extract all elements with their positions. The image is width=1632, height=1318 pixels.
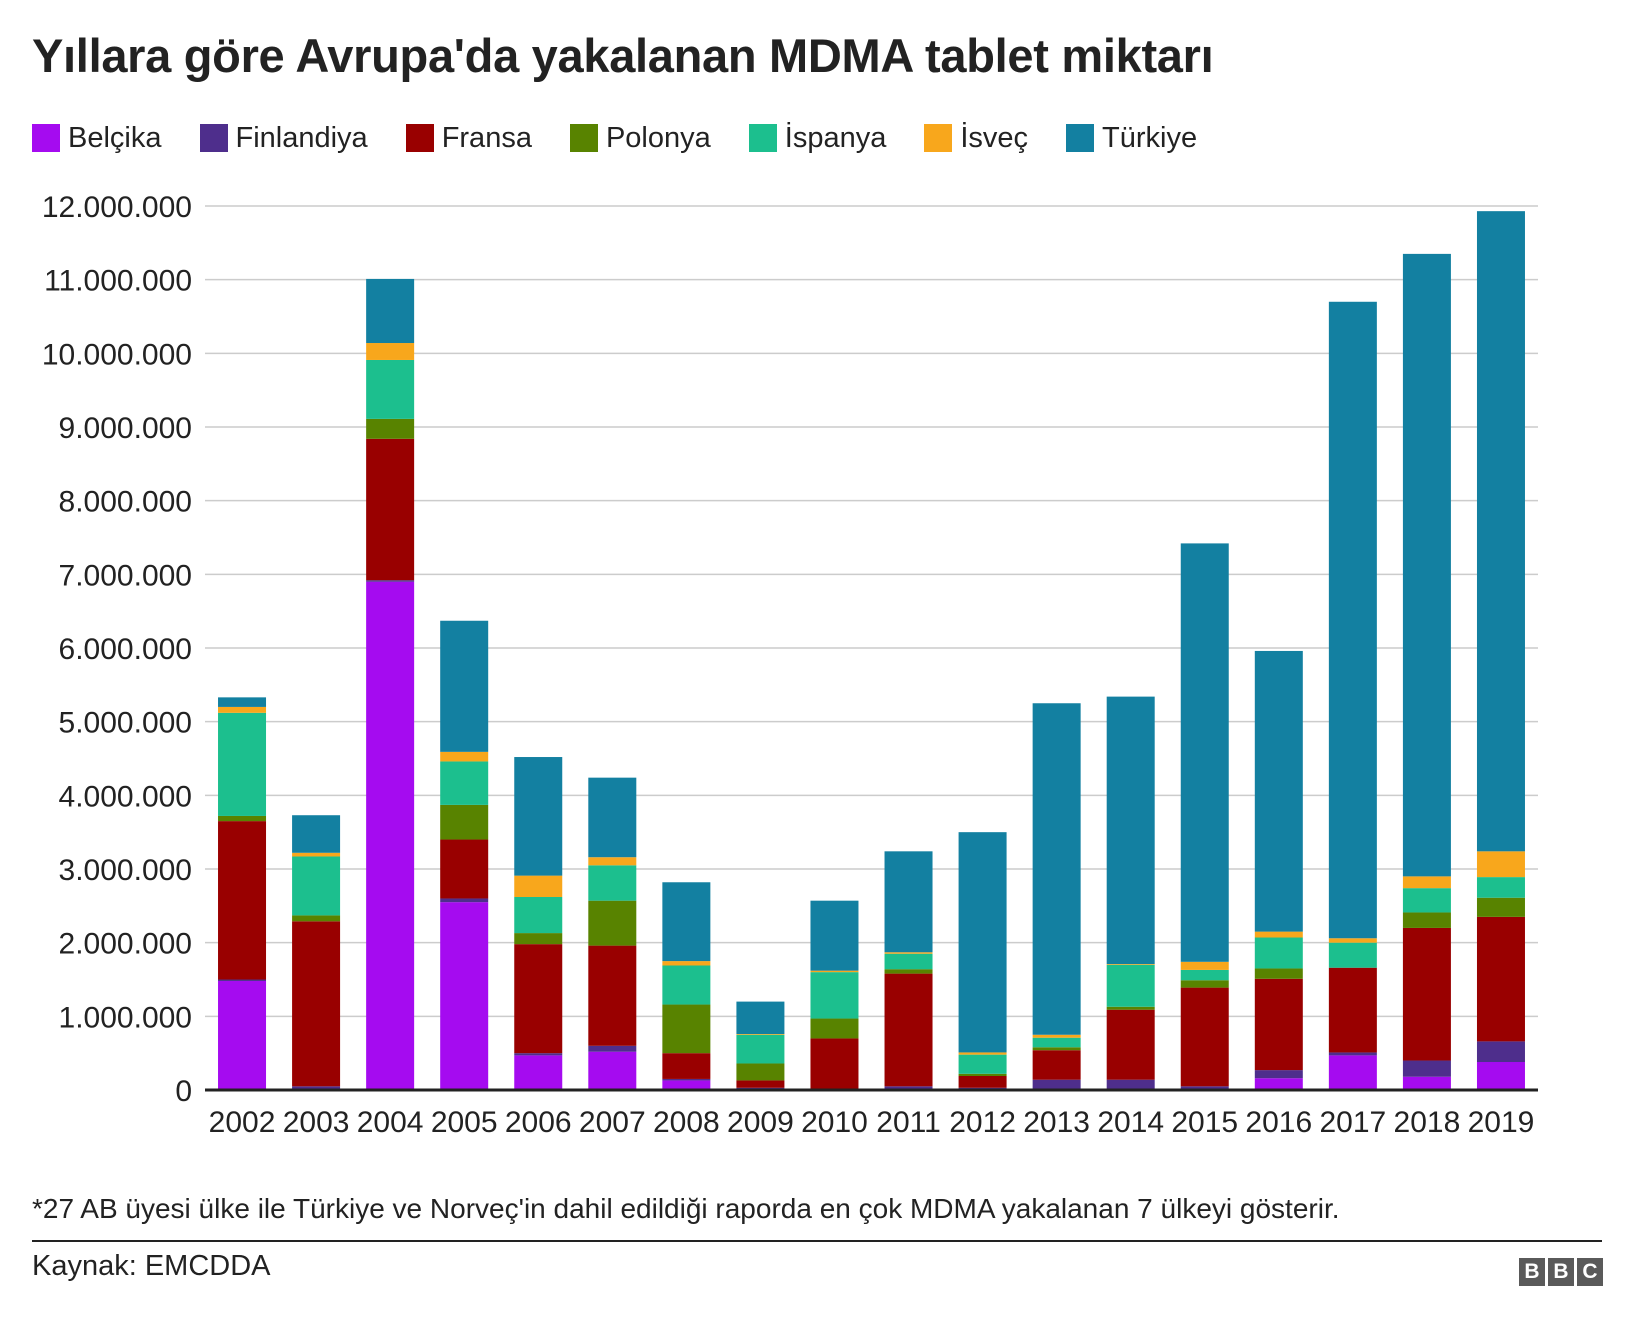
bar-segment [1033,1080,1081,1090]
x-tick-label: 2002 [208,1106,276,1139]
bar-segment [588,857,636,865]
bar-segment [810,1038,858,1088]
bar-segment [440,621,488,752]
y-tick-label: 2.000.000 [58,927,192,961]
bar-segment [959,1076,1007,1088]
bar-segment [1477,917,1525,1041]
bar-segment [810,972,858,1018]
bbc-logo-letter: C [1577,1258,1603,1286]
bar-segment [514,757,562,876]
y-tick-label: 0 [175,1075,192,1108]
y-tick-label: 1.000.000 [58,1001,192,1035]
bar-segment [662,1079,710,1080]
bar-segment [736,1063,784,1080]
bar-segment [959,832,1007,1052]
bar-segment [1107,1010,1155,1080]
x-tick-label: 2008 [652,1106,720,1139]
bar-segment [292,853,340,857]
bar-segment [1477,898,1525,917]
bar-segment [514,876,562,897]
bar-segment [366,439,414,580]
bar-segment [662,1005,710,1054]
bar-segment [218,697,266,707]
y-tick-label: 8.000.000 [58,485,192,519]
x-tick-label: 2010 [801,1106,868,1139]
legend-label: İsveç [960,121,1029,154]
bar-segment [1255,938,1303,969]
bar-segment [662,1053,710,1079]
bar-segment [1403,876,1451,888]
bar-segment [959,1052,1007,1054]
legend-label: Türkiye [1102,121,1198,154]
bar-segment [1107,964,1155,965]
bar-segment [1329,1052,1377,1055]
bar-segment [366,360,414,419]
x-tick-label: 2015 [1171,1106,1239,1139]
legend-label: Polonya [605,121,711,154]
bar-segment [588,1046,636,1052]
bar-segment [885,954,933,969]
bar-segment [366,419,414,439]
bar-segment [1329,943,1377,968]
chart-title: Yıllara göre Avrupa'da yakalanan MDMA tablet miktarı [32,29,1214,82]
y-tick-label: 9.000.000 [58,412,192,445]
bar-segment [885,952,933,953]
y-tick-label: 5.000.000 [58,706,192,740]
legend-label: Finlandiya [235,121,368,154]
legend-label: İspanya [784,121,887,154]
bar-segment [1403,928,1451,1061]
x-tick-label: 2012 [949,1106,1016,1139]
y-tick-label: 7.000.000 [58,559,192,593]
bar-segment [959,1074,1007,1076]
x-tick-label: 2019 [1467,1106,1535,1139]
bar-segment [514,944,562,1053]
bar-segment [959,1055,1007,1074]
chart-footnote: *27 AB üyesi ülke ile Türkiye ve Norveç'in dahil edildiği raporda en çok MDMA yakalanan 7 ülkeyi gösterir. [32,1193,1340,1224]
bar-segment [1107,1080,1155,1090]
legend-label: Belçika [68,121,162,154]
bbc-logo-letter: B [1519,1258,1545,1286]
x-tick-label: 2014 [1097,1106,1165,1139]
y-tick-label: 11.000.000 [44,264,192,298]
bar-segment [440,898,488,902]
bar-segment [588,901,636,946]
bar-segment [588,778,636,858]
bar-segment [1033,1038,1081,1048]
bar-segment [1255,968,1303,978]
y-tick-label: 4.000.000 [58,780,192,814]
bar-segment [366,582,414,1090]
bar-segment [1255,979,1303,1070]
bar-segment [1033,1035,1081,1038]
bar-segment [662,966,710,1005]
bar-segment [736,1034,784,1035]
x-tick-label: 2006 [504,1106,572,1139]
bar-segment [885,969,933,973]
x-tick-label: 2007 [578,1106,646,1139]
bbc-logo-letter: B [1548,1258,1574,1286]
bar-segment [588,946,636,1046]
bar-segment [1033,1047,1081,1050]
bar-segment [218,821,266,979]
bar-segment [588,1052,636,1090]
y-tick-label: 6.000.000 [58,633,192,666]
bar-segment [1255,932,1303,938]
bar-segment [885,851,933,952]
bar-segment [662,882,710,961]
bar-segment [1477,877,1525,898]
bar-segment [1033,703,1081,1035]
bar-segment [736,1080,784,1087]
bar-segment [292,856,340,915]
x-tick-label: 2016 [1245,1106,1313,1139]
bar-segment [514,897,562,933]
footer-divider [32,1240,1602,1242]
bar-segment [736,1035,784,1064]
bar-segment [1107,697,1155,964]
bar-segment [1329,1055,1377,1090]
bar-segment [1181,543,1229,961]
bar-segment [1477,1041,1525,1062]
source-note: Kaynak: EMCDDA [32,1250,271,1282]
x-tick-label: 2009 [727,1106,794,1139]
x-tick-label: 2017 [1319,1106,1387,1139]
y-tick-label: 3.000.000 [58,854,192,887]
bar-segment [218,713,266,816]
bar-segment [440,761,488,804]
bar-segment [1255,1070,1303,1078]
bar-segment [1255,651,1303,932]
bar-segment [1403,888,1451,912]
bar-segment [1181,980,1229,987]
bar-segment [1181,962,1229,970]
bbc-logo [1516,1258,1603,1286]
x-tick-label: 2005 [430,1106,498,1139]
bar-segment [366,279,414,343]
x-tick-label: 2013 [1023,1106,1091,1139]
bar-segment [514,933,562,944]
bar-segment [810,901,858,971]
bar-segment [218,816,266,821]
bar-segment [1477,211,1525,851]
bar-segment [366,343,414,360]
bar-segment [1181,988,1229,1087]
bar-segment [292,921,340,1086]
bar-segment [1107,965,1155,1007]
bar-segment [514,1055,562,1090]
bar-segment [440,902,488,1090]
bar-segment [1403,912,1451,927]
legend-label: Fransa [441,121,532,154]
bar-segment [218,707,266,713]
bar-segment [1403,1077,1451,1090]
bar-segment [514,1053,562,1055]
bar-segment [440,840,488,899]
bar-segment [366,580,414,581]
bar-segment [218,980,266,981]
bar-segment [1329,938,1377,942]
bar-segment [1329,968,1377,1053]
x-tick-label: 2003 [282,1106,350,1139]
bar-segment [662,961,710,965]
bar-segment [1255,1078,1303,1090]
x-tick-label: 2004 [356,1106,424,1139]
bar-segment [440,752,488,762]
bar-segment [810,1019,858,1039]
x-tick-label: 2011 [876,1106,941,1139]
x-tick-label: 2018 [1393,1106,1461,1139]
bar-segment [810,971,858,972]
bar-segment [1403,1061,1451,1077]
bar-segment [1477,851,1525,877]
bar-segment [1329,302,1377,938]
bar-segment [885,974,933,1087]
bar-segment [1033,1050,1081,1079]
bar-segment [1403,254,1451,876]
bar-segment [1181,970,1229,980]
bar-segment [292,915,340,921]
y-tick-label: 12.000.000 [41,191,192,224]
bar-segment [1477,1062,1525,1090]
bar-segment [292,815,340,853]
bar-segment [218,981,266,1090]
y-tick-label: 10.000.000 [41,338,192,372]
bar-segment [1107,1007,1155,1010]
bar-segment [440,805,488,840]
bar-segment [588,865,636,900]
bar-segment [736,1002,784,1034]
